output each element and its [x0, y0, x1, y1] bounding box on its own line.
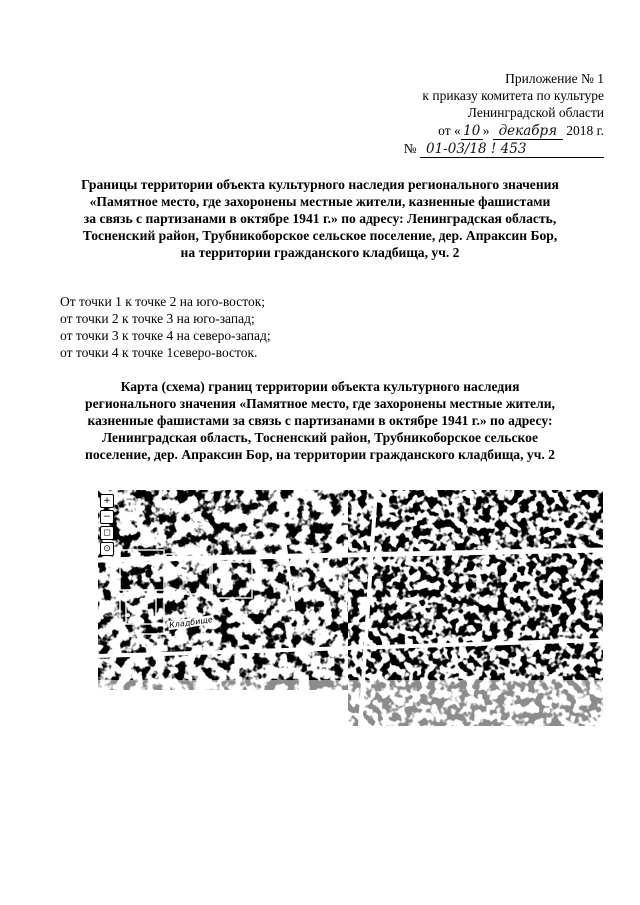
- appendix-date: [344, 122, 604, 140]
- boundary-point-line: От точки 1 к точке 2 на юго-восток;: [60, 294, 266, 309]
- zoom-in-icon: +: [100, 494, 114, 508]
- date-day: 10: [461, 124, 483, 140]
- locate-icon: ⊙: [100, 542, 114, 556]
- boundaries-heading: [40, 176, 600, 261]
- heading-line: казненные фашистами за связь с партизанами в октябре 1941 г.» по адресу:: [87, 413, 553, 428]
- map-heading: [40, 378, 600, 463]
- heading-line: «Памятное место, где захоронены местные жители, казненные фашистами: [89, 194, 551, 209]
- boundary-point-line: от точки 2 к точке 3 на юго-запад;: [60, 311, 255, 326]
- heading-line: Ленинградская область, Тосненский район, Трубникоборское сельское: [101, 430, 538, 445]
- appendix-number: [344, 140, 604, 158]
- layers-icon: ◻: [100, 526, 114, 540]
- boundary-map-image: [98, 490, 603, 726]
- heading-line: Тосненский район, Трубникоборское сельское поселение, дер. Апраксин Бор,: [82, 228, 558, 243]
- date-year: 2018 г.: [566, 123, 604, 138]
- appendix-order-ref: к приказу комитета по культуре: [422, 88, 604, 103]
- appendix-block: [344, 70, 604, 158]
- date-month: декабря: [493, 124, 563, 140]
- number-value: 01-03/18 ! 453: [420, 142, 604, 158]
- appendix-title: Приложение № 1: [505, 71, 604, 86]
- heading-line: регионального значения «Памятное место, где захоронены местные жители,: [85, 396, 555, 411]
- date-prefix: от «: [438, 123, 461, 138]
- boundary-point-line: от точки 4 к точке 1северо-восток.: [60, 345, 258, 360]
- heading-line: поселение, дер. Апраксин Бор, на территории гражданского кладбища, уч. 2: [85, 447, 555, 462]
- boundary-point-line: от точки 3 к точке 4 на северо-запад;: [60, 328, 271, 343]
- appendix-region: Ленинградской области: [467, 105, 604, 120]
- date-mid: »: [482, 123, 490, 138]
- boundary-points-list: [60, 293, 271, 361]
- heading-line: Границы территории объекта культурного наследия регионального значения: [81, 177, 559, 192]
- heading-line: за связь с партизанами в октябре 1941 г.» по адресу: Ленинградская область,: [83, 211, 557, 226]
- heading-line: на территории гражданского кладбища, уч. 2: [180, 245, 460, 260]
- cemetery-map-label: Кладбище: [168, 614, 214, 631]
- heading-line: Карта (схема) границ территории объекта культурного наследия: [120, 379, 520, 394]
- number-prefix: №: [403, 141, 417, 156]
- zoom-out-icon: −: [100, 510, 114, 524]
- map-raster: [98, 490, 603, 726]
